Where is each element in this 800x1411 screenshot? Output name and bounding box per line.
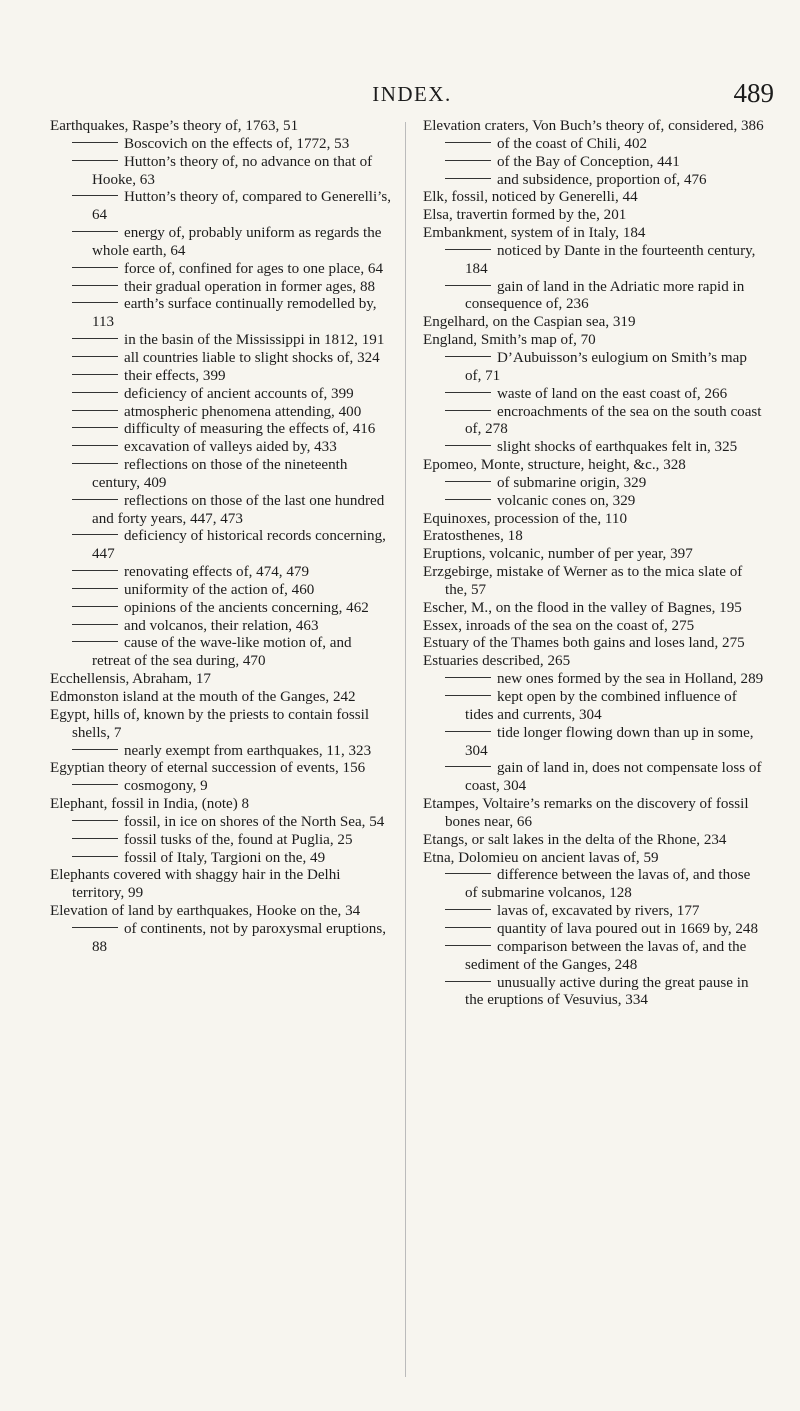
entry-text: volcanic cones on, 329 bbox=[497, 492, 636, 509]
index-entry bbox=[423, 528, 766, 546]
repeat-dash bbox=[72, 499, 118, 500]
index-subentry bbox=[423, 404, 766, 440]
repeat-dash bbox=[445, 873, 491, 874]
repeat-dash bbox=[72, 856, 118, 857]
entry-text: Hutton’s theory of, no advance on that of Hooke, 63 bbox=[92, 153, 373, 188]
entry-text: Etangs, or salt lakes in the delta of the Rhone, 234 bbox=[423, 831, 727, 848]
index-subentry bbox=[423, 350, 766, 386]
entry-text: waste of land on the east coast of, 266 bbox=[497, 385, 728, 402]
repeat-dash bbox=[445, 142, 491, 143]
repeat-dash bbox=[72, 410, 118, 411]
entry-text: Equinoxes, procession of the, 110 bbox=[423, 510, 628, 527]
repeat-dash bbox=[72, 927, 118, 928]
repeat-dash bbox=[72, 142, 118, 143]
entry-text: lavas of, excavated by rivers, 177 bbox=[497, 903, 700, 920]
repeat-dash bbox=[72, 624, 118, 625]
entry-text: D’Aubuisson’s eulogium on Smith’s map of, 71 bbox=[465, 349, 747, 384]
index-entry bbox=[50, 707, 393, 743]
index-entry bbox=[423, 796, 766, 832]
entry-text: Eratosthenes, 18 bbox=[423, 528, 523, 545]
index-column-left bbox=[50, 118, 393, 957]
index-subentry bbox=[50, 832, 393, 850]
entry-text: Elephants covered with shaggy hair in the Delhi territory, 99 bbox=[50, 867, 341, 902]
index-subentry bbox=[50, 279, 393, 297]
column-divider bbox=[405, 122, 406, 1377]
entry-text: cosmogony, 9 bbox=[124, 778, 208, 795]
entry-text: Essex, inroads of the sea on the coast of, 275 bbox=[423, 617, 695, 634]
repeat-dash bbox=[445, 178, 491, 179]
entry-text: earth’s surface continually remodelled by, 113 bbox=[92, 296, 377, 331]
entry-text: new ones formed by the sea in Holland, 289 bbox=[497, 671, 764, 688]
entry-text: tide longer flowing down than up in some, 304 bbox=[465, 724, 754, 759]
entry-text: their gradual operation in former ages, 88 bbox=[124, 278, 376, 295]
index-entry bbox=[423, 600, 766, 618]
repeat-dash bbox=[72, 570, 118, 571]
repeat-dash bbox=[72, 195, 118, 196]
index-subentry bbox=[50, 404, 393, 422]
index-subentry bbox=[423, 154, 766, 172]
repeat-dash bbox=[445, 909, 491, 910]
index-entry bbox=[423, 511, 766, 529]
repeat-dash bbox=[445, 160, 491, 161]
entry-text: in the basin of the Mississippi in 1812, 191 bbox=[124, 332, 385, 349]
index-subentry bbox=[423, 903, 766, 921]
index-subentry bbox=[423, 439, 766, 457]
index-entry bbox=[423, 546, 766, 564]
entry-text: Elsa, travertin formed by the, 201 bbox=[423, 207, 627, 224]
index-entry bbox=[423, 314, 766, 332]
entry-text: force of, confined for ages to one place, 64 bbox=[124, 260, 383, 277]
entry-text: Elephant, fossil in India, (note) 8 bbox=[50, 796, 250, 813]
index-subentry bbox=[50, 921, 393, 957]
index-subentry bbox=[423, 939, 766, 975]
entry-text: deficiency of ancient accounts of, 399 bbox=[124, 385, 354, 402]
entry-text: reflections on those of the last one hundred and forty years, 447, 473 bbox=[92, 492, 385, 527]
index-subentry bbox=[50, 528, 393, 564]
repeat-dash bbox=[445, 499, 491, 500]
index-entry bbox=[50, 689, 393, 707]
entry-text: reflections on those of the nineteenth century, 409 bbox=[92, 457, 348, 491]
index-entry bbox=[423, 332, 766, 350]
entry-text: Escher, M., on the flood in the valley of Bagnes, 195 bbox=[423, 599, 742, 616]
repeat-dash bbox=[72, 427, 118, 428]
index-subentry bbox=[50, 225, 393, 261]
entry-text: Eruptions, volcanic, number of per year, 397 bbox=[423, 546, 693, 563]
repeat-dash bbox=[72, 534, 118, 535]
entry-text: of continents, not by paroxysmal eruptions, 88 bbox=[92, 920, 387, 955]
entry-text: Elk, fossil, noticed by Generelli, 44 bbox=[423, 189, 638, 206]
repeat-dash bbox=[445, 285, 491, 286]
entry-text: Erzgebirge, mistake of Werner as to the mica slate of the, 57 bbox=[423, 564, 743, 598]
index-subentry bbox=[50, 368, 393, 386]
index-subentry bbox=[423, 867, 766, 903]
index-subentry bbox=[50, 261, 393, 279]
index-subentry bbox=[50, 189, 393, 225]
index-subentry bbox=[50, 296, 393, 332]
index-subentry bbox=[50, 850, 393, 868]
index-subentry bbox=[50, 778, 393, 796]
index-subentry bbox=[50, 154, 393, 190]
entry-text: Etampes, Voltaire’s remarks on the discovery of fossil bones near, 66 bbox=[423, 796, 749, 830]
entry-text: Egyptian theory of eternal succession of events, 156 bbox=[50, 760, 366, 777]
repeat-dash bbox=[72, 231, 118, 232]
entry-text: opinions of the ancients concerning, 462 bbox=[124, 599, 369, 616]
index-subentry bbox=[423, 921, 766, 939]
index-subentry bbox=[50, 582, 393, 600]
entry-text: renovating effects of, 474, 479 bbox=[124, 564, 309, 581]
index-subentry bbox=[50, 493, 393, 529]
repeat-dash bbox=[445, 981, 491, 982]
repeat-dash bbox=[72, 820, 118, 821]
entry-text: excavation of valleys aided by, 433 bbox=[124, 439, 337, 456]
entry-text: cause of the wave-like motion of, and retreat of the sea during, 470 bbox=[92, 635, 352, 670]
entry-text: Estuaries described, 265 bbox=[423, 653, 571, 670]
entry-text: Etna, Dolomieu on ancient lavas of, 59 bbox=[423, 849, 659, 866]
index-subentry bbox=[423, 689, 766, 725]
repeat-dash bbox=[72, 160, 118, 161]
index-subentry bbox=[50, 421, 393, 439]
entry-text: of submarine origin, 329 bbox=[497, 474, 647, 491]
index-subentry bbox=[423, 760, 766, 796]
index-entry bbox=[423, 457, 766, 475]
index-subentry bbox=[423, 671, 766, 689]
entry-text: noticed by Dante in the fourteenth century, 184 bbox=[465, 242, 756, 277]
index-subentry bbox=[423, 279, 766, 315]
index-entry bbox=[423, 118, 766, 136]
entry-text: and subsidence, proportion of, 476 bbox=[497, 171, 707, 188]
index-entry bbox=[423, 225, 766, 243]
repeat-dash bbox=[445, 481, 491, 482]
repeat-dash bbox=[445, 249, 491, 250]
repeat-dash bbox=[72, 302, 118, 303]
entry-text: of the coast of Chili, 402 bbox=[497, 135, 648, 152]
index-subentry bbox=[50, 136, 393, 154]
entry-text: fossil tusks of the, found at Puglia, 25 bbox=[124, 831, 353, 848]
index-subentry bbox=[50, 332, 393, 350]
entry-text: their effects, 399 bbox=[124, 367, 226, 384]
repeat-dash bbox=[72, 749, 118, 750]
entry-text: Ecchellensis, Abraham, 17 bbox=[50, 671, 211, 688]
index-subentry bbox=[50, 618, 393, 636]
index-subentry bbox=[50, 743, 393, 761]
repeat-dash bbox=[72, 445, 118, 446]
entry-text: deficiency of historical records concerning, 447 bbox=[92, 528, 386, 563]
entry-text: Earthquakes, Raspe’s theory of, 1763, 51 bbox=[50, 118, 299, 134]
entry-text: fossil, in ice on shores of the North Sea, 54 bbox=[124, 813, 385, 830]
entry-text: encroachments of the sea on the south coast of, 278 bbox=[465, 403, 762, 438]
entry-text: Egypt, hills of, known by the priests to contain fossil shells, 7 bbox=[50, 706, 370, 741]
index-entry bbox=[423, 653, 766, 671]
index-entry bbox=[423, 207, 766, 225]
index-entry bbox=[423, 618, 766, 636]
entry-text: Hutton’s theory of, compared to Generelli’s, 64 bbox=[92, 189, 392, 224]
entry-text: energy of, probably uniform as regards the whole earth, 64 bbox=[92, 225, 382, 259]
repeat-dash bbox=[445, 945, 491, 946]
index-subentry bbox=[423, 386, 766, 404]
entry-text: Embankment, system of in Italy, 184 bbox=[423, 225, 646, 242]
index-entry bbox=[50, 118, 393, 136]
entry-text: England, Smith’s map of, 70 bbox=[423, 332, 596, 349]
entry-text: gain of land in the Adriatic more rapid in consequence of, 236 bbox=[465, 278, 745, 313]
index-subentry bbox=[50, 635, 393, 671]
index-subentry bbox=[423, 172, 766, 190]
entry-text: difficulty of measuring the effects of, 416 bbox=[124, 421, 376, 438]
entry-text: fossil of Italy, Targioni on the, 49 bbox=[124, 849, 326, 866]
entry-text: difference between the lavas of, and those of submarine volcanos, 128 bbox=[465, 867, 751, 902]
repeat-dash bbox=[445, 927, 491, 928]
repeat-dash bbox=[445, 766, 491, 767]
index-entry bbox=[423, 564, 766, 600]
index-subentry bbox=[50, 564, 393, 582]
repeat-dash bbox=[445, 356, 491, 357]
entry-text: uniformity of the action of, 460 bbox=[124, 581, 315, 598]
repeat-dash bbox=[72, 285, 118, 286]
repeat-dash bbox=[72, 784, 118, 785]
repeat-dash bbox=[72, 356, 118, 357]
repeat-dash bbox=[445, 392, 491, 393]
index-subentry bbox=[423, 243, 766, 279]
index-subentry bbox=[423, 136, 766, 154]
index-subentry bbox=[423, 475, 766, 493]
entry-text: all countries liable to slight shocks of, 324 bbox=[124, 349, 380, 366]
index-entry bbox=[50, 760, 393, 778]
repeat-dash bbox=[72, 392, 118, 393]
index-subentry bbox=[423, 975, 766, 1011]
entry-text: Engelhard, on the Caspian sea, 319 bbox=[423, 314, 636, 331]
index-entry bbox=[423, 832, 766, 850]
index-column-right bbox=[423, 118, 766, 1010]
index-entry bbox=[423, 850, 766, 868]
entry-text: Elevation of land by earthquakes, Hooke on the, 34 bbox=[50, 903, 361, 920]
index-subentry bbox=[50, 814, 393, 832]
entry-text: Edmonston island at the mouth of the Ganges, 242 bbox=[50, 689, 356, 705]
entry-text: Estuary of the Thames both gains and loses land, 275 bbox=[423, 635, 745, 652]
repeat-dash bbox=[445, 731, 491, 732]
index-entry bbox=[423, 635, 766, 653]
entry-text: quantity of lava poured out in 1669 by, 248 bbox=[497, 920, 759, 937]
page-header bbox=[50, 78, 774, 108]
repeat-dash bbox=[445, 410, 491, 411]
index-subentry bbox=[423, 725, 766, 761]
index-subentry bbox=[423, 493, 766, 511]
entry-text: gain of land in, does not compensate loss of coast, 304 bbox=[465, 760, 762, 795]
index-subentry bbox=[50, 350, 393, 368]
entry-text: nearly exempt from earthquakes, 11, 323 bbox=[124, 742, 372, 759]
index-subentry bbox=[50, 457, 393, 493]
entry-text: Epomeo, Monte, structure, height, &c., 328 bbox=[423, 457, 686, 474]
entry-text: unusually active during the great pause in the eruptions of Vesuvius, 334 bbox=[465, 974, 749, 1009]
repeat-dash bbox=[72, 374, 118, 375]
entry-text: and volcanos, their relation, 463 bbox=[124, 617, 319, 634]
repeat-dash bbox=[72, 588, 118, 589]
index-entry bbox=[50, 671, 393, 689]
index-subentry bbox=[50, 600, 393, 618]
index-entry bbox=[50, 796, 393, 814]
repeat-dash bbox=[72, 641, 118, 642]
repeat-dash bbox=[445, 445, 491, 446]
page-number: 489 bbox=[733, 78, 774, 108]
entry-text: atmospheric phenomena attending, 400 bbox=[124, 403, 362, 420]
index-subentry bbox=[50, 386, 393, 404]
entry-text: Elevation craters, Von Buch’s theory of, considered, 386 bbox=[423, 118, 764, 134]
index-subentry bbox=[50, 439, 393, 457]
entry-text: slight shocks of earthquakes felt in, 325 bbox=[497, 439, 738, 456]
repeat-dash bbox=[72, 463, 118, 464]
repeat-dash bbox=[72, 838, 118, 839]
entry-text: of the Bay of Conception, 441 bbox=[497, 153, 680, 170]
entry-text: Boscovich on the effects of, 1772, 53 bbox=[124, 135, 350, 152]
index-entry bbox=[423, 189, 766, 207]
index-entry bbox=[50, 903, 393, 921]
entry-text: kept open by the combined influence of tides and currents, 304 bbox=[465, 689, 737, 723]
repeat-dash bbox=[72, 606, 118, 607]
running-title: INDEX. bbox=[372, 82, 452, 106]
repeat-dash bbox=[72, 338, 118, 339]
repeat-dash bbox=[72, 267, 118, 268]
entry-text: comparison between the lavas of, and the sediment of the Ganges, 248 bbox=[465, 938, 747, 973]
repeat-dash bbox=[445, 695, 491, 696]
index-entry bbox=[50, 867, 393, 903]
repeat-dash bbox=[445, 677, 491, 678]
